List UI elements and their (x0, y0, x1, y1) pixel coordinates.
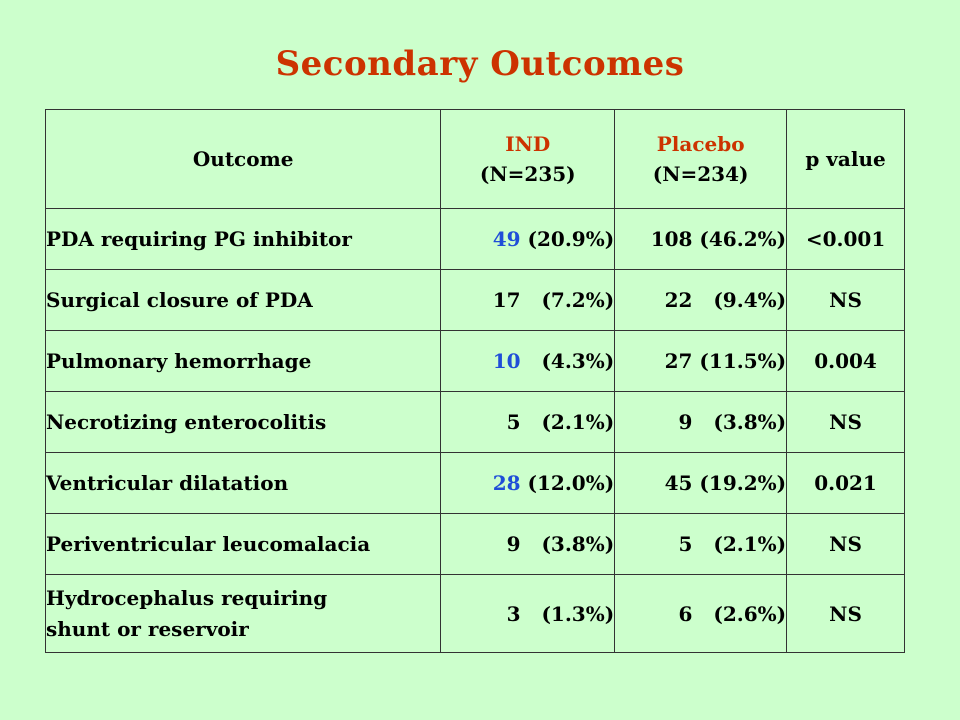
ind-count: 3 (506, 601, 521, 626)
ind-count: 9 (506, 532, 521, 556)
table-row (46, 392, 905, 453)
outcome-line-2: shunt or reservoir (46, 616, 249, 641)
ind-percent: (4.3%) (520, 349, 615, 373)
header-ind-name: IND (505, 132, 551, 156)
header-placebo (615, 110, 787, 209)
header-ind (441, 110, 615, 209)
placebo-cell: 5 (2.1%) (615, 514, 787, 575)
placebo-cell: 27 (11.5%) (615, 331, 787, 392)
table-row (46, 331, 905, 392)
header-placebo-name: Placebo (656, 132, 745, 156)
outcome-cell: Pulmonary hemorrhage (46, 331, 441, 392)
outcome-cell: Ventricular dilatation (46, 453, 441, 514)
table-row (46, 209, 905, 270)
placebo-cell: 6 (2.6%) (615, 575, 787, 653)
p-value-cell: NS (787, 575, 905, 653)
header-placebo-n: (N=234) (652, 162, 749, 186)
ind-percent: (20.9%) (520, 227, 615, 251)
ind-percent: (7.2%) (520, 288, 615, 312)
outcome-cell: PDA requiring PG inhibitor (46, 209, 441, 270)
ind-count: 28 (492, 471, 521, 495)
slide-title: Secondary Outcomes (275, 44, 685, 84)
ind-percent: (1.3%) (520, 601, 615, 626)
placebo-cell: 108 (46.2%) (615, 209, 787, 270)
header-ind-n: (N=235) (479, 162, 576, 186)
header-row (46, 110, 905, 209)
ind-count: 10 (492, 349, 521, 373)
placebo-cell: 45 (19.2%) (615, 453, 787, 514)
outcome-cell: Necrotizing enterocolitis (46, 392, 441, 453)
ind-cell (441, 575, 615, 653)
placebo-cell: 9 (3.8%) (615, 392, 787, 453)
ind-count: 49 (492, 227, 521, 251)
p-value-cell: NS (787, 270, 905, 331)
p-value-cell: NS (787, 392, 905, 453)
table-row (46, 575, 905, 653)
ind-percent: (3.8%) (520, 532, 615, 556)
ind-percent: (2.1%) (520, 410, 615, 434)
secondary-outcomes-table (45, 109, 905, 653)
ind-cell (441, 209, 615, 270)
ind-cell (441, 331, 615, 392)
ind-count: 17 (492, 288, 521, 312)
ind-cell (441, 392, 615, 453)
ind-cell (441, 453, 615, 514)
table-row (46, 453, 905, 514)
ind-cell (441, 514, 615, 575)
outcome-line-1: Hydrocephalus requiring (46, 585, 328, 610)
outcome-cell (46, 575, 441, 653)
header-p-value: p value (787, 110, 905, 209)
p-value-cell: 0.021 (787, 453, 905, 514)
outcome-cell: Surgical closure of PDA (46, 270, 441, 331)
placebo-cell: 22 (9.4%) (615, 270, 787, 331)
header-outcome: Outcome (46, 110, 441, 209)
ind-cell (441, 270, 615, 331)
p-value-cell: 0.004 (787, 331, 905, 392)
p-value-cell: NS (787, 514, 905, 575)
outcome-cell: Periventricular leucomalacia (46, 514, 441, 575)
p-value-cell: <0.001 (787, 209, 905, 270)
table-row (46, 270, 905, 331)
ind-count: 5 (506, 410, 521, 434)
table-row (46, 514, 905, 575)
ind-percent: (12.0%) (520, 471, 615, 495)
